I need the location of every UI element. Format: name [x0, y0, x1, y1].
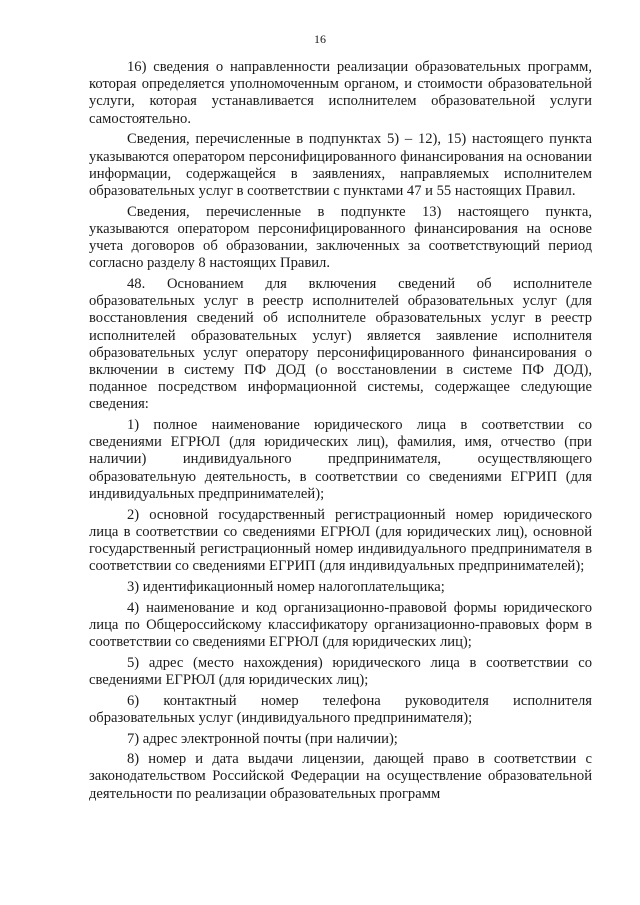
paragraph-item-6: 6) контактный номер телефона руководителя исполнителя образовательных услуг (индивидуального предпринимателя);: [89, 692, 592, 726]
paragraph-item-4: 4) наименование и код организационно-правовой формы юридического лица по Общероссийскому классификатору организационно-правовых форм в соответствии со сведениями ЕГРЮЛ (для юридических лиц);: [89, 599, 592, 650]
page-number: 16: [314, 32, 326, 46]
paragraph-note-subitems-5-12-15: Сведения, перечисленные в подпунктах 5) – 12), 15) настоящего пункта указываются оператором персонифицированного финансирования на основании информации, содержащейся в заявлениях, направляемых исполнителем образовательных услуг в соответствии с пунктами 47 и 55 настоящих Правил.: [89, 131, 592, 199]
paragraph-item-16: 16) сведения о направленности реализации образовательных программ, которая определяется уполномоченным органом, и стоимости образовательной услуги, которая устанавливается исполнителем образовательной услуги самостоятельно.: [89, 59, 592, 127]
document-body: [89, 59, 592, 806]
paragraph-item-7: 7) адрес электронной почты (при наличии);: [127, 730, 398, 747]
paragraph-item-1: 1) полное наименование юридического лица в соответствии со сведениями ЕГРЮЛ (для юридических лиц), фамилия, имя, отчество (при наличии) индивидуального предпринимателя, осуществляющего образовательную деятельность, в соответствии со сведениями ЕГРИП (для индивидуальных предпринимателей);: [89, 417, 592, 502]
paragraph-note-subitem-13: Сведения, перечисленные в подпункте 13) настоящего пункта, указываются оператором персонифицированного финансирования на основе учета договоров об образовании, заключенных за соответствующий период согласно разделу 8 настоящих Правил.: [89, 203, 592, 272]
paragraph-clause-48: 48. Основанием для включения сведений об исполнителе образовательных услуг в реестр исполнителей образовательных услуг (для восстановления сведений об исполнителе образовательных услуг в реестр исполнителей образовательных услуг) является заявление исполнителя образовательных услуг оператору персонифицированного финансирования о включении в систему ПФ ДОД (о восстановлении в системе ПФ ДОД), поданное посредством информационной системы, содержащее следующие сведения:: [89, 275, 592, 413]
paragraph-item-3: 3) идентификационный номер налогоплательщика;: [127, 578, 445, 595]
paragraph-item-2: 2) основной государственный регистрационный номер юридического лица в соответствии со сведениями ЕГРЮЛ (для юридических лиц), основной государственный регистрационный номер индивидуального предпринимателя в соответствии со сведениями ЕГРИП (для индивидуальных предпринимателей);: [89, 506, 592, 575]
paragraph-item-5: 5) адрес (место нахождения) юридического лица в соответствии со сведениями ЕГРЮЛ (для юридических лиц);: [89, 654, 592, 688]
paragraph-item-8: 8) номер и дата выдачи лицензии, дающей право в соответствии с законодательством Российской Федерации на осуществление образовательной деятельности по реализации образовательных программ: [89, 751, 592, 802]
